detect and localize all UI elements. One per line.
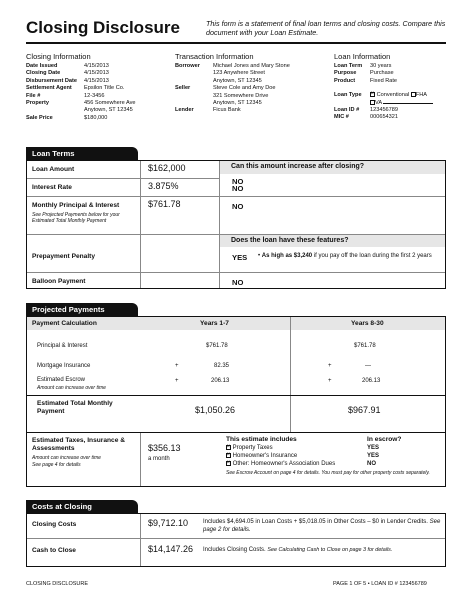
fha-checkbox[interactable] [411, 92, 416, 97]
homeowners-insurance-checkbox[interactable] [226, 453, 231, 458]
transaction-info-heading: Transaction Information [175, 52, 254, 61]
li-value: Purchase [370, 70, 394, 77]
col-divider [140, 514, 141, 566]
col-divider [219, 161, 220, 288]
cash-to-close-desc-text: Includes Closing Costs. [203, 547, 266, 553]
pi-label: Principal & Interest [37, 343, 88, 349]
seller-line: Anytown, ST 12345 [213, 100, 262, 107]
property-taxes-checkbox[interactable] [226, 445, 231, 450]
loan-type-option: FHA [415, 92, 427, 99]
monthly-pi-note: See Projected Payments below for your Estimated Total Monthly Payment [32, 212, 120, 225]
borrower-label: Borrower [175, 63, 200, 69]
closing-costs-see: See page 2 for details. [203, 519, 441, 533]
closing-costs-desc-text: Includes $4,694.05 in Loan Costs + $5,018.05 in Other Costs – $0 in Lender Credits. [203, 519, 428, 525]
cash-to-close-value: $14,147.26 [148, 544, 194, 554]
monthly-pi-label: Monthly Principal & Interest [32, 202, 120, 209]
features-question: Does the loan have these features? [231, 237, 349, 244]
loan-type-option: VA [375, 99, 382, 106]
closing-costs-desc [203, 518, 443, 534]
includes-heading: This estimate includes [226, 436, 297, 443]
ci-key: Date Issued [26, 63, 58, 69]
plus-sign: + [175, 363, 179, 369]
closing-info-heading: Closing Information [26, 52, 91, 61]
borrower-line: Anytown, ST 12345 [213, 77, 262, 84]
row-divider [27, 395, 445, 396]
interest-rate-answer: NO [232, 184, 244, 193]
borrower-line: Michael Jones and Mary Stone [213, 63, 290, 69]
cash-to-close-label: Cash to Close [32, 547, 76, 554]
escrow-item-name: Property Taxes [232, 445, 273, 452]
loan-type-other-line [383, 103, 433, 104]
col-divider [140, 433, 141, 486]
intro-text: This form is a statement of final loan terms and closing costs. Compare this document with your Loan Estimate. [206, 19, 446, 37]
escrow-item-answer: YES [367, 453, 380, 459]
pi-value-2: $761.78 [354, 343, 376, 349]
escrow-footnote: See Escrow Account on page 4 for details. You must pay for other property costs separately. [226, 470, 430, 476]
conventional-checkbox[interactable] [370, 92, 375, 97]
taxes-label: Estimated Taxes, Insurance & Assessments [32, 437, 125, 452]
ci-value: 12-3456 [84, 92, 105, 99]
loan-terms-heading: Loan Terms [26, 147, 138, 160]
borrower-line: 123 Anywhere Street [213, 70, 265, 77]
ci-value: 4/15/2013 [84, 63, 109, 69]
plus-sign: + [175, 378, 179, 384]
li-value: 30 years [370, 63, 392, 69]
row-divider [27, 538, 445, 539]
costs-heading: Costs at Closing [26, 500, 138, 513]
row-divider [27, 196, 445, 197]
cash-to-close-see: See Calculating Cash to Close on page 3 for details. [267, 547, 393, 553]
closing-info-list [26, 63, 136, 122]
taxes-frequency: a month [148, 456, 170, 462]
ci-value: 4/15/2013 [84, 70, 109, 77]
loan-info-heading: Loan Information [334, 52, 391, 61]
balloon-answer: NO [232, 278, 244, 287]
monthly-pi-value: $761.78 [148, 199, 181, 209]
total-value-1: $1,050.26 [195, 405, 236, 415]
escrow-item [226, 453, 297, 459]
ci-value: Anytown, ST 12345 [84, 107, 133, 114]
col-divider [290, 317, 291, 432]
plus-sign: + [328, 363, 332, 369]
monthly-pi-answer: NO [232, 202, 244, 211]
escrow-item [226, 461, 335, 467]
ci-value: Epsilon Title Co. [84, 85, 125, 92]
row-divider [27, 178, 219, 179]
loan-id-value: 123456789 [370, 107, 398, 114]
years-1-7-label: Years 1-7 [200, 320, 229, 327]
loan-info-list [334, 63, 433, 122]
escrow-item [226, 445, 273, 451]
closing-costs-label: Closing Costs [32, 521, 77, 528]
hoa-dues-checkbox[interactable] [226, 461, 231, 466]
li-key: Product [334, 77, 356, 84]
plus-sign: + [328, 378, 332, 384]
lender-label: Lender [175, 107, 194, 114]
li-key: Loan Term [334, 63, 363, 69]
header-divider [26, 42, 446, 44]
projected-heading: Projected Payments [26, 303, 138, 316]
va-checkbox[interactable] [370, 100, 375, 105]
taxes-note: See page 4 for details [32, 462, 81, 468]
taxes-value: $356.13 [148, 443, 181, 453]
loan-type-option: Conventional [376, 92, 410, 99]
ci-value: 456 Somewhere Ave [84, 100, 136, 107]
escrow-value-2: 206.13 [362, 378, 381, 384]
li-value: Fixed Rate [370, 77, 398, 84]
li-key: Purpose [334, 70, 357, 77]
closing-costs-value: $9,712.10 [148, 518, 189, 528]
row-divider [27, 432, 445, 433]
ci-key: Property [26, 100, 50, 107]
page-title: Closing Disclosure [26, 18, 180, 37]
ci-key: Disbursement Date [26, 77, 77, 84]
ci-key: Settlement Agent [26, 85, 72, 92]
escrow-note: Amount can increase over time [37, 385, 106, 391]
loan-amount-label: Loan Amount [32, 166, 75, 173]
escrow-item-name: Other: Homeowner's Association Dues [232, 461, 336, 468]
footer-left: CLOSING DISCLOSURE [26, 581, 89, 587]
footer-right: PAGE 1 OF 5 • LOAN ID # 123456789 [333, 581, 427, 587]
loan-amount-answer: NO [232, 177, 244, 186]
mi-label: Mortgage Insurance [37, 363, 91, 369]
years-8-30-label: Years 8-30 [351, 320, 384, 327]
mic-value: 000654321 [370, 114, 398, 121]
mi-value-1: 82.35 [214, 363, 230, 369]
col-divider [140, 161, 141, 288]
escrow-item-answer: NO [367, 461, 376, 467]
escrow-item-answer: YES [367, 445, 380, 451]
lender-value: Ficus Bank [213, 107, 241, 114]
total-value-2: $967.91 [348, 405, 381, 415]
prepayment-label: Prepayment Penalty [32, 253, 96, 260]
seller-line: 321 Somewhere Drive [213, 92, 269, 99]
mi-value-2: — [365, 363, 371, 369]
loan-amount-value: $162,000 [148, 163, 186, 173]
ci-key: File # [26, 92, 41, 99]
prepayment-detail-bold: As high as $3,240 [261, 253, 313, 259]
taxes-note: Amount can increase over time [32, 455, 101, 461]
mic-label: MIC # [334, 114, 349, 121]
prepayment-detail: • As high as $3,240 if you pay off the loan during the first 2 years [258, 253, 432, 259]
row-divider [27, 272, 445, 273]
ci-key: Closing Date [26, 70, 61, 77]
ci-value: 4/15/2013 [84, 77, 109, 84]
ci-value: $180,000 [84, 114, 108, 121]
cash-to-close-desc [203, 547, 392, 553]
increase-question: Can this amount increase after closing? [231, 163, 365, 170]
escrow-value-1: 206.13 [211, 378, 230, 384]
balloon-label: Balloon Payment [32, 278, 86, 285]
calc-label: Payment Calculation [32, 320, 97, 327]
total-label: Estimated Total Monthly Payment [37, 400, 113, 415]
in-escrow-heading: In escrow? [367, 436, 402, 443]
interest-rate-value: 3.875% [148, 181, 179, 191]
escrow-label: Estimated Escrow [37, 377, 86, 383]
loan-id-label: Loan ID # [334, 107, 360, 114]
loan-type-label: Loan Type [334, 92, 362, 99]
interest-rate-label: Interest Rate [32, 184, 72, 191]
seller-line: Steve Cole and Amy Doe [213, 85, 276, 92]
prepayment-answer: YES [232, 253, 248, 262]
escrow-item-name: Homeowner's Insurance [232, 453, 298, 460]
ci-key: Sale Price [26, 114, 53, 121]
pi-value-1: $761.78 [206, 343, 228, 349]
prepayment-detail-text: if you pay off the loan during the first 2 years [313, 253, 432, 259]
seller-label: Seller [175, 85, 191, 92]
transaction-info-list [175, 63, 290, 115]
